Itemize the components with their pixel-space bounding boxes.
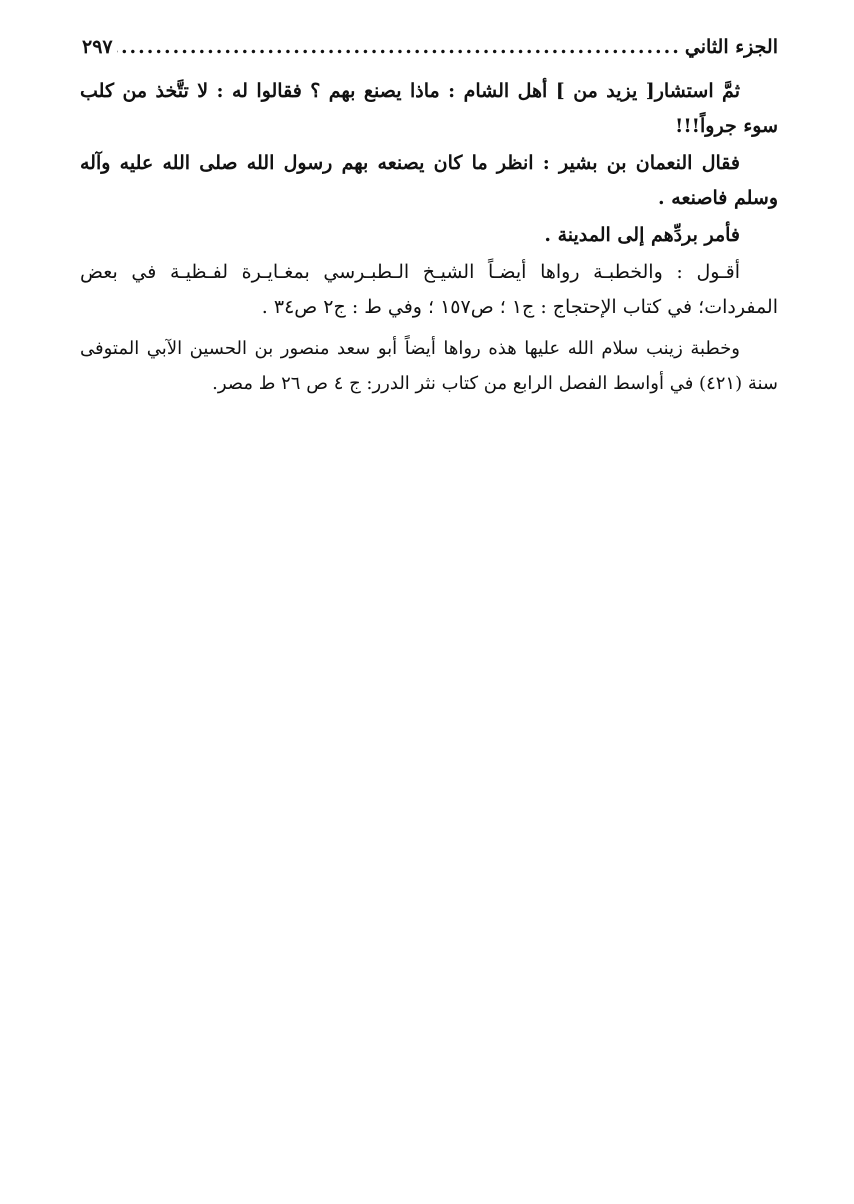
paragraph-tabarsi-note: أقـول : والخطبـة رواها أيضـاً الشيـخ الـطبـرسي بمغـايـرة لفـظيـة في بعض المفردات؛ في كتاب الإحتجاج : ج١ ؛ ص١٥٧ ؛ وفي ط : ج٢ ص٣٤ .: [80, 261, 778, 318]
page-number: ٢٩٧: [82, 36, 113, 58]
paragraph-consultation: ثمَّ استشار[ يزيد من ] أهل الشام : ماذا يصنع بهم ؟ فقالوا له : لا تتَّخذ من كلب سوء جرواً!!!: [80, 80, 778, 137]
paragraph-numan-reply: فقال النعمان بن بشير : انظر ما كان يصنعه بهم رسول الله صلى الله عليه وآله وسلم فاصنعه .: [80, 152, 778, 209]
paragraph-abi-note: وخطبة زينب سلام الله عليها هذه رواها أيضاً أبو سعد منصور بن الحسين الآبي المتوفى سنة (٤٢١) في أواسط الفصل الرابع من كتاب نثر الدرر: ج ٤ ص ٢٦ ط مصر.: [80, 338, 778, 394]
page-header: [82, 32, 778, 62]
leader-dots: [117, 36, 681, 58]
paragraph-return-order: فأمر بردِّهم إلى المدينة .: [544, 224, 740, 246]
running-title: الجزء الثاني: [684, 36, 778, 58]
page-body: [80, 74, 778, 403]
